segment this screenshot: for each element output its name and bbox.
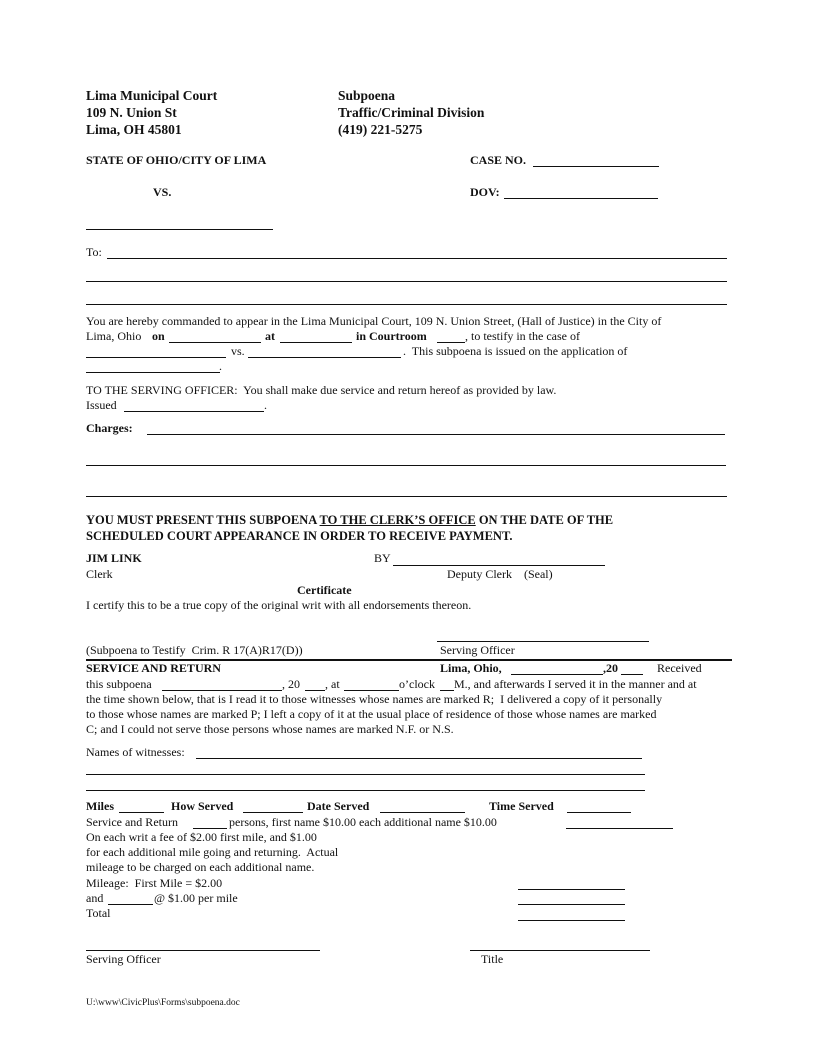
charges-field-3[interactable] — [86, 496, 727, 497]
mileage-label: Mileage: First Mile = $2.00 — [86, 876, 223, 890]
writ-fee-line-3: mileage to be charged on each additional name. — [86, 860, 315, 874]
to-field-1[interactable] — [107, 258, 727, 259]
witnesses-label: Names of witnesses: — [86, 745, 185, 759]
defendant-field[interactable] — [86, 229, 273, 230]
deputy-signature-field[interactable] — [393, 565, 605, 566]
court-name: Lima Municipal Court — [86, 88, 218, 103]
command-line-2-start: Lima, Ohio — [86, 329, 145, 343]
service-return-label: Service and Return — [86, 815, 178, 829]
command-at: at — [265, 329, 275, 343]
service-line-1a: this subpoena — [86, 677, 152, 691]
service-return-rates: persons, first name $10.00 each additional name $10.00 — [229, 815, 497, 829]
dov-label: DOV: — [470, 185, 500, 199]
and-label: and — [86, 891, 104, 905]
clerk-name: JIM LINK — [86, 551, 142, 565]
received-label: Received — [657, 661, 702, 675]
command-on: on — [152, 329, 165, 343]
to-label: To: — [86, 245, 102, 259]
miles-field[interactable] — [119, 812, 164, 813]
miles-label: Miles — [86, 799, 114, 813]
serving-officer-label: Serving Officer — [440, 643, 515, 657]
charges-label: Charges: — [86, 421, 133, 435]
command-line-1: You are hereby commanded to appear in the Lima Municipal Court, 109 N. Union Street, (Hall of Justice) in the City of — [86, 314, 662, 328]
total-label: Total — [86, 906, 111, 920]
received-date-field[interactable] — [162, 690, 282, 691]
to-field-2[interactable] — [86, 281, 727, 282]
plaintiff: STATE OF OHIO/CITY OF LIMA — [86, 153, 267, 167]
witnesses-field-3[interactable] — [86, 790, 645, 791]
service-date-field[interactable] — [511, 674, 603, 675]
persons-count-field[interactable] — [193, 828, 227, 829]
officer-instruction: TO THE SERVING OFFICER: You shall make due service and return hereof as provided by law. — [86, 383, 557, 397]
service-place: Lima, Ohio, — [440, 661, 502, 675]
additional-mileage-fee-field[interactable] — [518, 904, 625, 905]
witnesses-field-2[interactable] — [86, 774, 645, 775]
command-line-3-end: . This subpoena is issued on the application of — [403, 344, 628, 358]
service-fee-field[interactable] — [566, 828, 673, 829]
service-line-4: C; and I could not serve those persons whose names are marked N.F. or N.S. — [86, 722, 454, 736]
appear-time-field[interactable] — [280, 342, 352, 343]
by-label: BY — [374, 551, 391, 565]
clerk-title: Clerk — [86, 567, 113, 581]
vs-label: VS. — [153, 185, 172, 199]
officer-signature-field[interactable] — [86, 950, 320, 951]
appear-date-field[interactable] — [169, 342, 261, 343]
case-party-1-field[interactable] — [86, 357, 226, 358]
how-served-label: How Served — [171, 799, 234, 813]
total-fee-field[interactable] — [518, 920, 625, 921]
applicant-field[interactable] — [86, 372, 220, 373]
file-path-footer: U:\www\CivicPlus\Forms\subpoena.doc — [86, 998, 240, 1008]
date-served-field[interactable] — [380, 812, 465, 813]
courtroom-field[interactable] — [437, 342, 465, 343]
witnesses-field-1[interactable] — [196, 758, 642, 759]
rule-reference: (Subpoena to Testify Crim. R 17(A)R17(D)) — [86, 643, 303, 657]
court-address: 109 N. Union St — [86, 105, 177, 120]
am-pm-field[interactable] — [440, 690, 454, 691]
officer-title-label: Title — [481, 952, 504, 966]
service-line-2: the time shown below, that is I read it to those witnesses whose names are marked R; I delivered a copy of it personally — [86, 692, 663, 706]
service-line-1b: , 20 — [282, 677, 300, 691]
doc-title: Subpoena — [338, 88, 396, 103]
certificate-text: I certify this to be a true copy of the original writ with all endorsements thereon. — [86, 598, 472, 612]
command-line-2-end: , to testify in the case of — [465, 329, 580, 343]
service-year-label: ,20 — [603, 661, 618, 675]
doc-phone: (419) 221-5275 — [338, 122, 423, 137]
command-vs: vs. — [231, 344, 245, 358]
officer-title-field[interactable] — [470, 950, 650, 951]
writ-fee-line-1: On each writ a fee of $2.00 first mile, and $1.00 — [86, 830, 317, 844]
doc-division: Traffic/Criminal Division — [338, 105, 485, 120]
service-line-1d: o’clock — [399, 677, 435, 691]
case-party-2-field[interactable] — [248, 357, 401, 358]
officer-signature-label: Serving Officer — [86, 952, 161, 966]
dov-field[interactable] — [504, 198, 658, 199]
per-mile-label: @ $1.00 per mile — [154, 891, 238, 905]
received-year-field[interactable] — [305, 690, 325, 691]
service-line-1c: , at — [325, 677, 340, 691]
mileage-fee-field[interactable] — [518, 889, 625, 890]
court-city: Lima, OH 45801 — [86, 122, 182, 137]
service-heading: SERVICE AND RETURN — [86, 661, 221, 675]
service-line-1e: M., and afterwards I served it in the manner and at — [454, 677, 697, 691]
case-no-field[interactable] — [533, 166, 659, 167]
issued-label: Issued — [86, 398, 117, 412]
time-served-label: Time Served — [489, 799, 554, 813]
notice-line-1: YOU MUST PRESENT THIS SUBPOENA TO THE CLERK’S OFFICE ON THE DATE OF THE — [86, 513, 614, 527]
to-field-3[interactable] — [86, 304, 727, 305]
date-served-label: Date Served — [307, 799, 370, 813]
case-no-label: CASE NO. — [470, 153, 527, 167]
charges-field-2[interactable] — [86, 465, 726, 466]
additional-miles-field[interactable] — [108, 904, 153, 905]
time-served-field[interactable] — [567, 812, 631, 813]
service-year-field[interactable] — [621, 674, 643, 675]
command-courtroom: in Courtroom — [356, 329, 427, 343]
certificate-signature-field[interactable] — [437, 641, 649, 642]
service-line-3: to those whose names are marked P; I left a copy of it at the usual place of residence of those whose names are marked — [86, 707, 657, 721]
issued-field[interactable] — [124, 411, 264, 412]
received-hour-field[interactable] — [344, 690, 399, 691]
notice-line-2: SCHEDULED COURT APPEARANCE IN ORDER TO RECEIVE PAYMENT. — [86, 529, 513, 543]
writ-fee-line-2: for each additional mile going and returning. Actual — [86, 845, 339, 859]
certificate-title: Certificate — [297, 583, 352, 597]
charges-field-1[interactable] — [147, 434, 725, 435]
how-served-field[interactable] — [243, 812, 303, 813]
deputy-clerk-label: Deputy Clerk (Seal) — [447, 567, 553, 581]
